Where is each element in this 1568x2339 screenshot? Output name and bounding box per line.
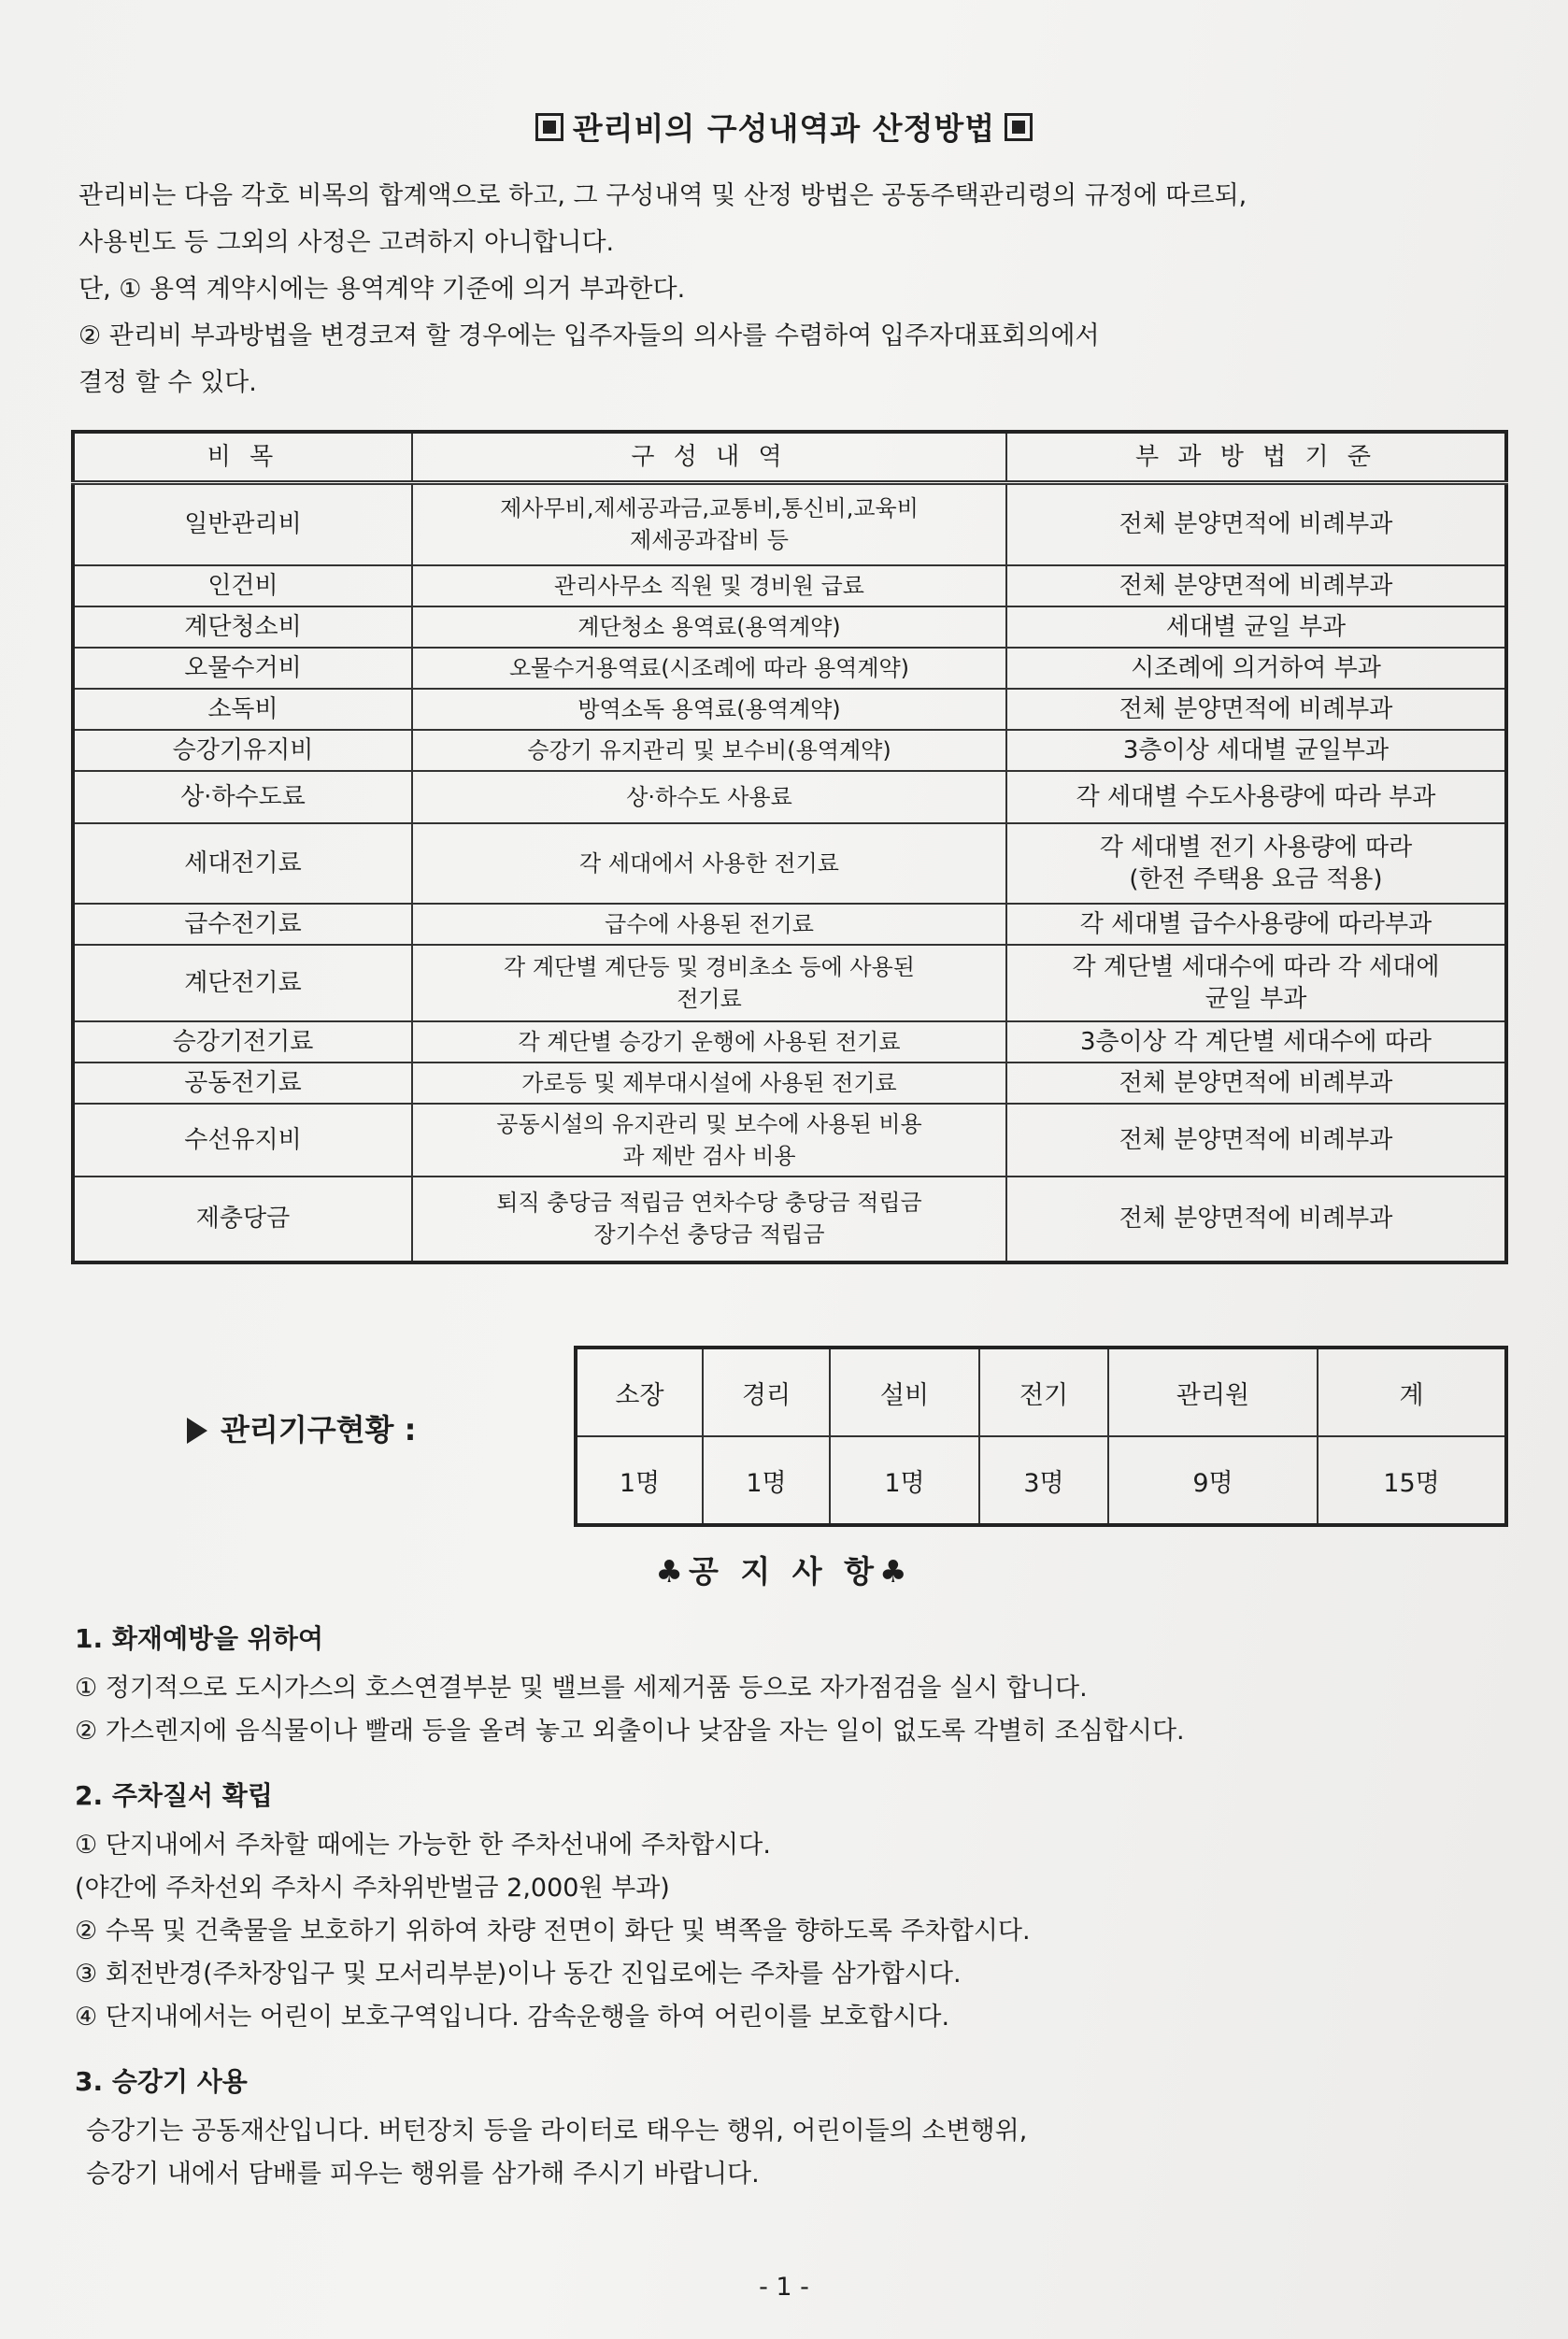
header-item: 비 목	[73, 432, 412, 483]
intro-paragraph	[78, 173, 1518, 406]
fee-item-cell: 제충당금	[73, 1177, 412, 1262]
fee-detail-cell: 관리사무소 직원 및 경비원 급료	[412, 565, 1006, 606]
fee-method-cell: 각 세대별 수도사용량에 따라 부과	[1006, 771, 1506, 823]
square-bullet-icon	[1005, 113, 1033, 141]
intro-line: 관리비는 다음 각호 비목의 합계액으로 하고, 그 구성내역 및 산정 방법은 공동주택관리령의 규정에 따르되,	[78, 181, 1247, 210]
fee-item-cell: 공동전기료	[73, 1063, 412, 1104]
fee-detail-cell: 급수에 사용된 전기료	[412, 904, 1006, 945]
fee-method-cell: 전체 분양면적에 비례부과	[1006, 689, 1506, 730]
fee-table-row	[73, 1104, 1506, 1177]
fee-item-cell: 급수전기료	[73, 904, 412, 945]
header-method: 부 과 방 법 기 준	[1006, 432, 1506, 483]
fee-detail-cell: 제사무비,제세공과금,교통비,통신비,교육비 제세공과잡비 등	[412, 483, 1006, 565]
fee-table-header	[73, 432, 1506, 483]
notice-line: 승강기 내에서 담배를 피우는 행위를 삼가해 주시기 바랍니다.	[86, 2160, 760, 2189]
fee-item-cell: 계단전기료	[73, 945, 412, 1021]
fee-detail-cell: 승강기 유지관리 및 보수비(용역계약)	[412, 730, 1006, 771]
fee-method-cell: 전체 분양면적에 비례부과	[1006, 565, 1506, 606]
fee-method-cell: 세대별 균일 부과	[1006, 606, 1506, 648]
notice-section	[75, 2060, 1532, 2196]
notice-list	[75, 1617, 1532, 2217]
fee-table-row	[73, 1021, 1506, 1063]
fee-detail-cell: 방역소독 용역료(용역계약)	[412, 689, 1006, 730]
fee-item-cell: 세대전기료	[73, 823, 412, 904]
triangle-bullet-icon	[187, 1418, 207, 1444]
notice-heading: 2. 주차질서 확립	[75, 1780, 273, 1811]
notice-section	[75, 1774, 1532, 2039]
org-header-cell: 관리원	[1108, 1348, 1318, 1436]
fee-table-row	[73, 904, 1506, 945]
notice-heading: 3. 승강기 사용	[75, 2066, 248, 2097]
notice-line: ① 정기적으로 도시가스의 호스연결부분 및 밸브를 세제거품 등으로 자가점검을 실시 합니다.	[75, 1674, 1088, 1703]
fee-item-cell: 승강기유지비	[73, 730, 412, 771]
notice-line: ③ 회전반경(주차장입구 및 모서리부분)이나 동간 진입로에는 주차를 삼가합시다.	[75, 1960, 962, 1989]
notice-title: ♣공 지 사 항♣	[655, 1553, 913, 1590]
fee-method-cell: 각 세대별 전기 사용량에 따라 (한전 주택용 요금 적용)	[1006, 823, 1506, 904]
document-title: 관리비의 구성내역과 산정방법	[0, 105, 1568, 149]
fee-table	[71, 430, 1508, 1264]
fee-item-cell: 인건비	[73, 565, 412, 606]
fee-detail-cell: 계단청소 용역료(용역계약)	[412, 606, 1006, 648]
fee-item-cell: 승강기전기료	[73, 1021, 412, 1063]
intro-line: 단, ① 용역 계약시에는 용역계약 기준에 의거 부과한다.	[78, 275, 686, 304]
fee-table-row	[73, 483, 1506, 565]
fee-item-cell: 오물수거비	[73, 648, 412, 689]
page-number: - 1 -	[759, 2273, 809, 2302]
notice-line: ④ 단지내에서는 어린이 보호구역입니다. 감속운행을 하여 어린이를 보호합시다.	[75, 2003, 950, 2032]
fee-method-cell: 전체 분양면적에 비례부과	[1006, 1177, 1506, 1262]
fee-table-row	[73, 945, 1506, 1021]
fee-detail-cell: 각 계단별 계단등 및 경비초소 등에 사용된 전기료	[412, 945, 1006, 1021]
fee-item-cell: 수선유지비	[73, 1104, 412, 1177]
fee-table-row	[73, 1177, 1506, 1262]
org-value-cell: 1명	[830, 1436, 979, 1525]
fee-detail-cell: 상·하수도 사용료	[412, 771, 1006, 823]
fee-table-row	[73, 648, 1506, 689]
org-value-cell: 3명	[979, 1436, 1108, 1525]
square-bullet-icon	[535, 113, 563, 141]
header-detail: 구 성 내 역	[412, 432, 1006, 483]
notice-section	[75, 1617, 1532, 1753]
notice-line: ② 수목 및 건축물을 보호하기 위하여 차량 전면이 화단 및 벽쪽을 향하도록 주차합시다.	[75, 1917, 1031, 1946]
notice-heading: 1. 화재예방을 위하여	[75, 1623, 324, 1654]
org-header-cell: 계	[1318, 1348, 1506, 1436]
fee-method-cell: 3층이상 각 계단별 세대수에 따라	[1006, 1021, 1506, 1063]
intro-line: 결정 할 수 있다.	[78, 368, 257, 397]
org-header-cell: 전기	[979, 1348, 1108, 1436]
notice-line: 승강기는 공동재산입니다. 버턴장치 등을 라이터로 태우는 행위, 어린이들의 소변행위,	[86, 2117, 1028, 2146]
org-value-cell: 1명	[576, 1436, 703, 1525]
fee-detail-cell: 각 세대에서 사용한 전기료	[412, 823, 1006, 904]
fee-item-cell: 상·하수도료	[73, 771, 412, 823]
fee-item-cell: 계단청소비	[73, 606, 412, 648]
notice-line: (야간에 주차선외 주차시 주차위반벌금 2,000원 부과)	[75, 1874, 670, 1903]
fee-table-row	[73, 771, 1506, 823]
fee-table-row	[73, 606, 1506, 648]
fee-table-row	[73, 689, 1506, 730]
fee-detail-cell: 공동시설의 유지관리 및 보수에 사용된 비용 과 제반 검사 비용	[412, 1104, 1006, 1177]
org-value-cell: 9명	[1108, 1436, 1318, 1525]
fee-item-cell: 일반관리비	[73, 483, 412, 565]
fee-method-cell: 각 계단별 세대수에 따라 각 세대에 균일 부과	[1006, 945, 1506, 1021]
fee-detail-cell: 가로등 및 제부대시설에 사용된 전기료	[412, 1063, 1006, 1104]
fee-item-cell: 소독비	[73, 689, 412, 730]
fee-method-cell: 시조례에 의거하여 부과	[1006, 648, 1506, 689]
notice-line: ① 단지내에서 주차할 때에는 가능한 한 주차선내에 주차합시다.	[75, 1831, 771, 1860]
fee-method-cell: 3층이상 세대별 균일부과	[1006, 730, 1506, 771]
org-value-cell: 1명	[703, 1436, 830, 1525]
fee-detail-cell: 각 계단별 승강기 운행에 사용된 전기료	[412, 1021, 1006, 1063]
fee-method-cell: 각 세대별 급수사용량에 따라부과	[1006, 904, 1506, 945]
notice-line: ② 가스렌지에 음식물이나 빨래 등을 올려 놓고 외출이나 낮잠을 자는 일이 없도록 각별히 조심합시다.	[75, 1717, 1185, 1746]
fee-method-cell: 전체 분양면적에 비례부과	[1006, 1063, 1506, 1104]
fee-detail-cell: 오물수거용역료(시조례에 따라 용역계약)	[412, 648, 1006, 689]
org-header-cell: 설비	[830, 1348, 979, 1436]
fee-table-row	[73, 565, 1506, 606]
org-header-row	[576, 1348, 1506, 1436]
org-header-cell: 소장	[576, 1348, 703, 1436]
fee-method-cell: 전체 분양면적에 비례부과	[1006, 1104, 1506, 1177]
org-header-cell: 경리	[703, 1348, 830, 1436]
fee-detail-cell: 퇴직 충당금 적립금 연차수당 충당금 적립금 장기수선 충당금 적립금	[412, 1177, 1006, 1262]
fee-method-cell: 전체 분양면적에 비례부과	[1006, 483, 1506, 565]
org-status-label: 관리기구현황 :	[187, 1406, 416, 1449]
intro-line: 사용빈도 등 그외의 사정은 고려하지 아니합니다.	[78, 228, 615, 257]
intro-line: ② 관리비 부과방법을 변경코져 할 경우에는 입주자들의 의사를 수렴하여 입주자대표회의에서	[78, 321, 1100, 350]
org-table	[574, 1346, 1508, 1527]
org-value-row	[576, 1436, 1506, 1525]
fee-table-row	[73, 823, 1506, 904]
fee-table-row	[73, 730, 1506, 771]
fee-table-row	[73, 1063, 1506, 1104]
org-value-cell: 15명	[1318, 1436, 1506, 1525]
